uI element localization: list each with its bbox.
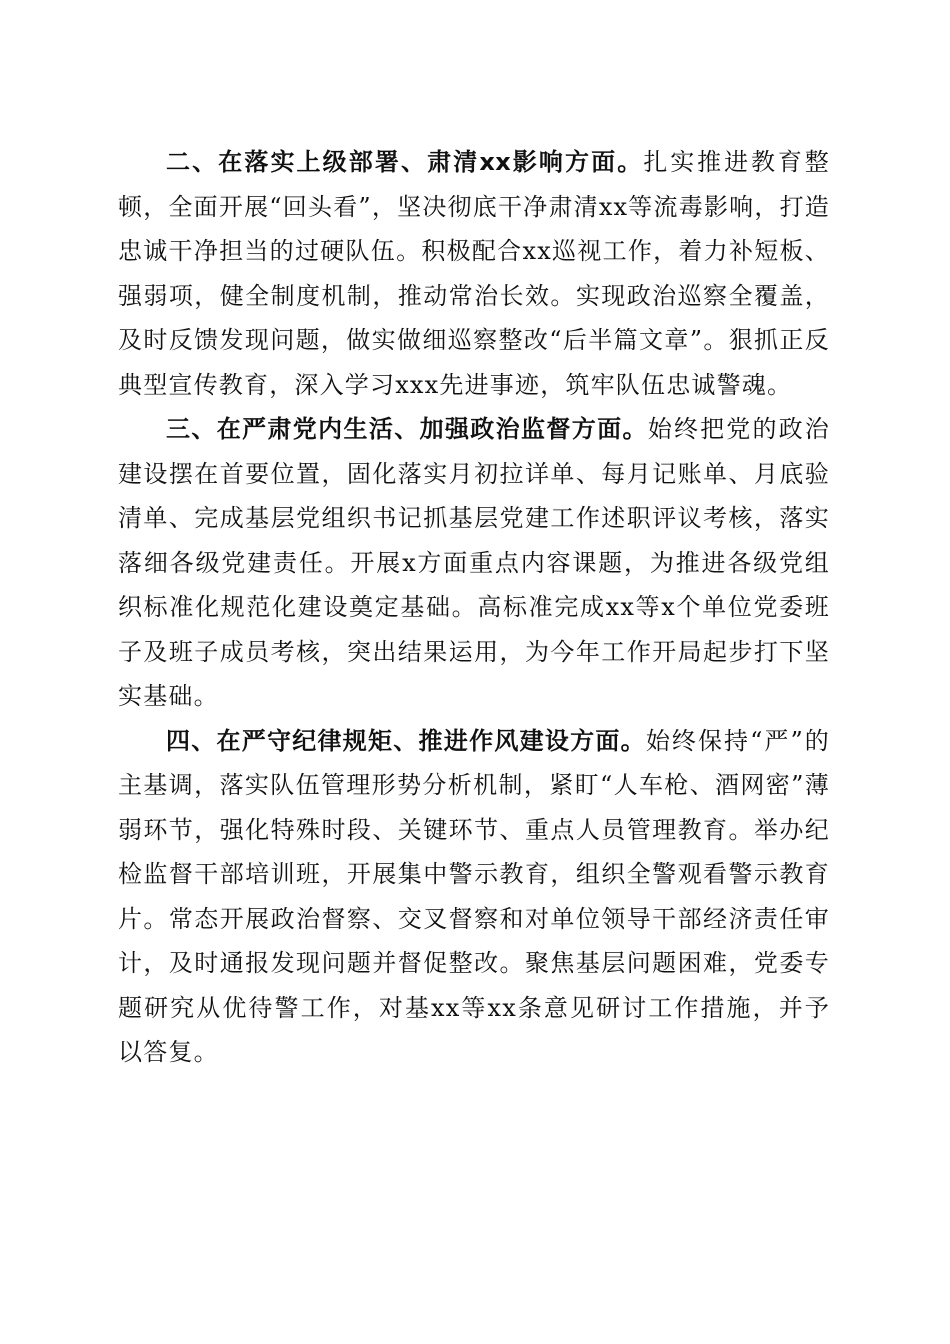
paragraph-4-text: 始终保持“严”的主基调，落实队伍管理形势分析机制，紧盯“人车枪、酒网密”薄弱环节，强化特殊时段、关键环节、重点人员管理教育。举办纪检监督干部培训班，开展集中警示教育，组织全警观看警示教育片。常态开展政治督察、交叉督察和对单位领导干部经济责任审计，及时通报发现问题并督促整改。聚焦基层问题困难，党委专题研究从优待警工作，对基xx等xx条意见研讨工作措施，并予以答复。 bbox=[118, 726, 830, 1066]
paragraph-2 bbox=[118, 140, 830, 407]
paragraph-4 bbox=[118, 719, 830, 1075]
paragraph-2-heading: 二、在落实上级部署、肃清xx影响方面。 bbox=[166, 148, 644, 176]
paragraph-3-heading: 三、在严肃党内生活、加强政治监督方面。 bbox=[166, 415, 648, 443]
document-body bbox=[118, 140, 830, 1075]
paragraph-3 bbox=[118, 407, 830, 719]
paragraph-3-text: 始终把党的政治建设摆在首要位置，固化落实月初拉详单、每月记账单、月底验清单、完成基层党组织书记抓基层党建工作述职评议考核，落实落细各级党建责任。开展x方面重点内容课题，为推进各级党组织标准化规范化建设奠定基础。高标准完成xx等x个单位党委班子及班子成员考核，突出结果运用，为今年工作开局起步打下坚实基础。 bbox=[118, 415, 830, 710]
paragraph-4-heading: 四、在严守纪律规矩、推进作风建设方面。 bbox=[166, 726, 646, 755]
paragraph-2-text: 扎实推进教育整顿，全面开展“回头看”，坚决彻底干净肃清xx等流毒影响，打造忠诚干净担当的过硬队伍。积极配合xx巡视工作，着力补短板、强弱项，健全制度机制，推动常治长效。实现政治巡察全覆盖，及时反馈发现问题，做实做细巡察整改“后半篇文章”。狠抓正反典型宣传教育，深入学习xxx先进事迹，筑牢队伍忠诚警魂。 bbox=[118, 148, 831, 399]
